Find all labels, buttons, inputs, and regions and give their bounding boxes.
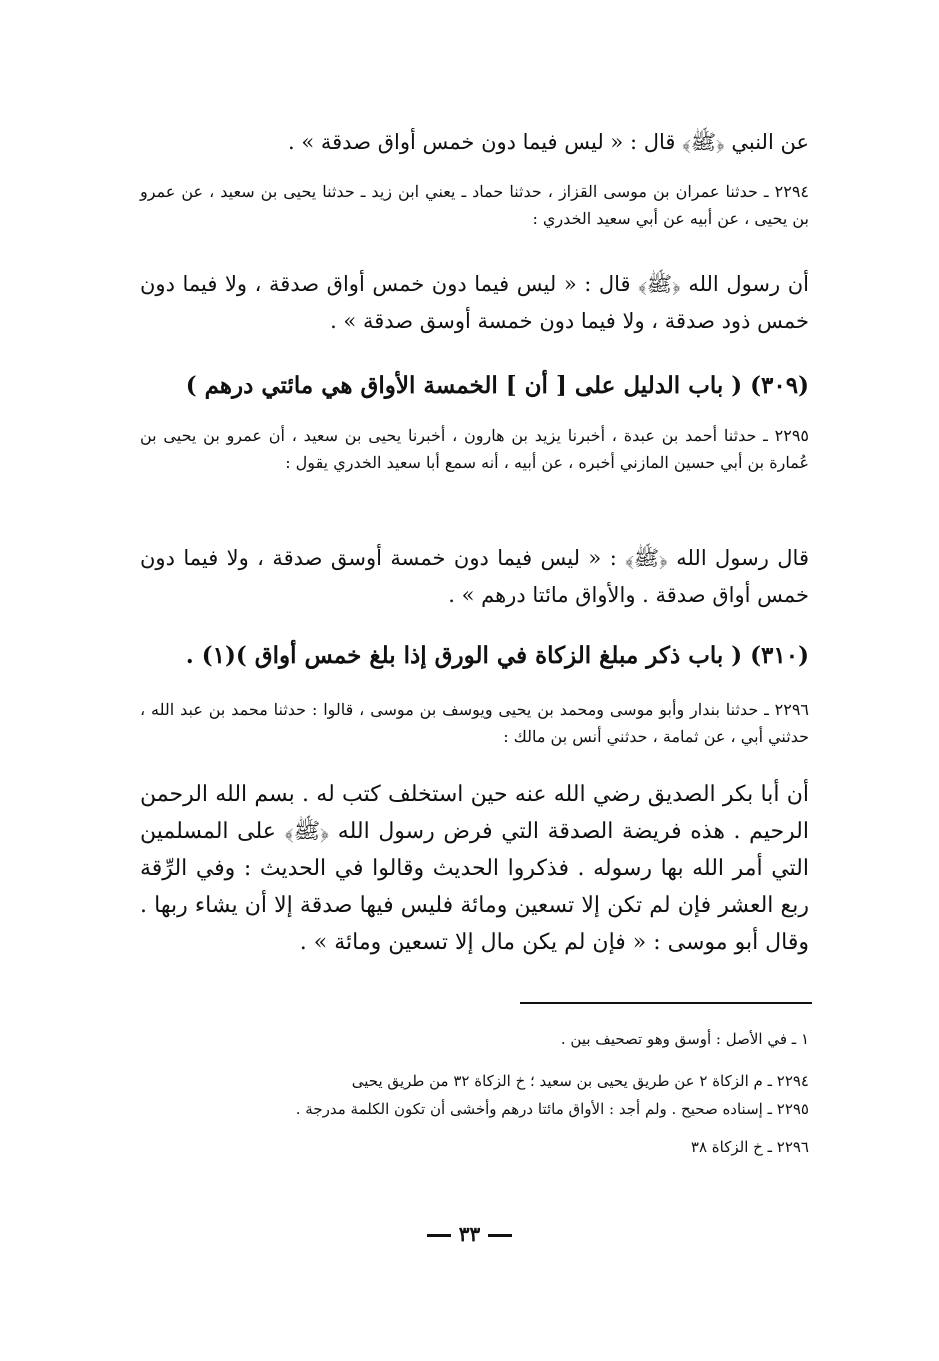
footnote: ٢٢٩٥ ـ إسناده صحيح . ولم أجد : الأواق مائتا درهم وأخشى أن تكون الكلمة مدرجة . (295, 1100, 809, 1118)
matn-text: أن رسول الله ﴿ﷺ﴾ قال : « ليس فيما دون خمس أواق صدقة ، ولا فيما دون خمس ذود صدقة ، ولا فيما دون خمسة أوسق صدقة » . (140, 272, 809, 333)
page-number (0, 1222, 939, 1246)
chapter-heading: (٣١٠) ( باب ذكر مبلغ الزكاة في الورق إذا بلغ خمس أواق )(١) . (185, 642, 809, 669)
isnad-text: ٢٢٩٦ ـ حدثنا بندار وأبو موسى ومحمد بن يحيى ويوسف بن موسى ، قالوا : حدثنا محمد بن عبد الله ، حدثني أبي ، عن ثمامة ، حدثني أنس بن مالك : (140, 700, 809, 746)
matn-text: عن النبي ﴿ﷺ﴾ قال : « ليس فيما دون خمس أواق صدقة » . (288, 130, 809, 154)
isnad-text: ٢٢٩٥ ـ حدثنا أحمد بن عبدة ، أخبرنا يزيد بن هارون ، أخبرنا يحيى بن سعيد ، أن عمرو بن يحيى بن عُمارة بن أبي حسين المازني أخبره ، عن أبيه ، أنه سمع أبا سعيد الخدري يقول : (140, 426, 809, 472)
isnad-text: ٢٢٩٤ ـ حدثنا عمران بن موسى القزاز ، حدثنا حماد ـ يعني ابن زيد ـ حدثنا يحيى بن سعيد ، عن عمرو بن يحيى ، عن أبيه عن أبي سعيد الخدري : (140, 182, 809, 228)
dash-left (488, 1234, 512, 1237)
footnote: ١ ـ في الأصل : أوسق وهو تصحيف بين . (560, 1030, 809, 1048)
chapter-heading: (٣٠٩) ( باب الدليل على [ أن ] الخمسة الأواق هي مائتي درهم ) (185, 372, 809, 399)
matn-text: قال رسول الله ﴿ﷺ﴾ : « ليس فيما دون خمسة أوسق صدقة ، ولا فيما دون خمس أواق صدقة . والأواق مائتا درهم » . (140, 546, 809, 607)
footnote-divider (520, 1002, 812, 1004)
dash-right (427, 1234, 451, 1237)
matn-text: أن أبا بكر الصديق رضي الله عنه حين استخلف كتب له . بسم الله الرحمن الرحيم . هذه فريضة الصدقة التي فرض رسول الله ﴿ﷺ﴾ على المسلمين التي أمر الله بها رسوله . فذكروا الحديث وقالوا في الحديث : وفي الرِّقة ربع العشر فإن لم تكن إلا تسعين ومائة فليس فيها صدقة إلا أن يشاء ربها . وقال أبو موسى : « فإن لم يكن مال إلا تسعين ومائة » . (140, 782, 809, 955)
page-number-value: ٣٣ (458, 1222, 481, 1246)
footnote: ٢٢٩٤ ـ م الزكاة ٢ عن طريق يحيى بن سعيد ؛ خ الزكاة ٣٢ من طريق يحيى (351, 1072, 809, 1090)
footnote: ٢٢٩٦ ـ خ الزكاة ٣٨ (690, 1138, 809, 1156)
